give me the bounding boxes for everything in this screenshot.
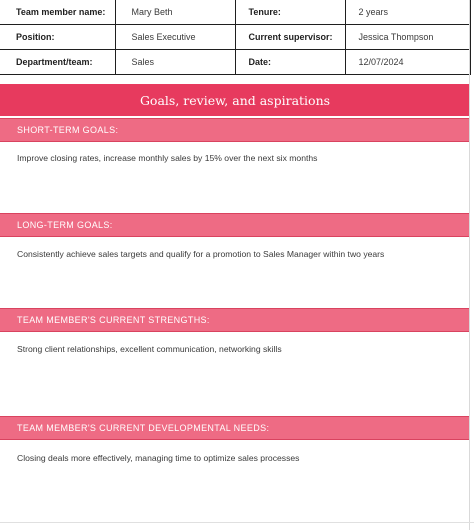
short-term-goals-header: SHORT-TERM GOALS: (0, 118, 470, 142)
name-label: Team member name: (0, 0, 115, 25)
long-term-goals-header: LONG-TERM GOALS: (0, 213, 470, 237)
name-value: Mary Beth (115, 0, 235, 25)
developmental-needs-text: Closing deals more effectively, managing time to optimize sales processes (17, 453, 300, 463)
department-label: Department/team: (0, 50, 115, 75)
info-row-department (0, 50, 470, 75)
position-value: Sales Executive (115, 25, 235, 50)
page-edge-rule (469, 0, 470, 530)
developmental-needs-header: TEAM MEMBER'S CURRENT DEVELOPMENTAL NEEDS: (0, 416, 470, 440)
date-value: 12/07/2024 (345, 50, 470, 75)
short-term-goals-text: Improve closing rates, increase monthly sales by 15% over the next six months (17, 153, 318, 163)
page-bottom-rule (0, 522, 474, 523)
strengths-header: TEAM MEMBER'S CURRENT STRENGTHS: (0, 308, 470, 332)
info-row-position (0, 25, 470, 50)
section-banner (0, 84, 470, 116)
strengths-text: Strong client relationships, excellent communication, networking skills (17, 344, 282, 354)
tenure-value: 2 years (345, 0, 470, 25)
supervisor-label: Current supervisor: (235, 25, 345, 50)
info-row-name (0, 0, 470, 25)
tenure-label: Tenure: (235, 0, 345, 25)
banner-title: Goals, review, and aspirations (139, 92, 331, 108)
employee-info-table (0, 0, 471, 75)
date-label: Date: (235, 50, 345, 75)
position-label: Position: (0, 25, 115, 50)
department-value: Sales (115, 50, 235, 75)
supervisor-value: Jessica Thompson (345, 25, 470, 50)
long-term-goals-text: Consistently achieve sales targets and qualify for a promotion to Sales Manager within two years (17, 249, 385, 259)
